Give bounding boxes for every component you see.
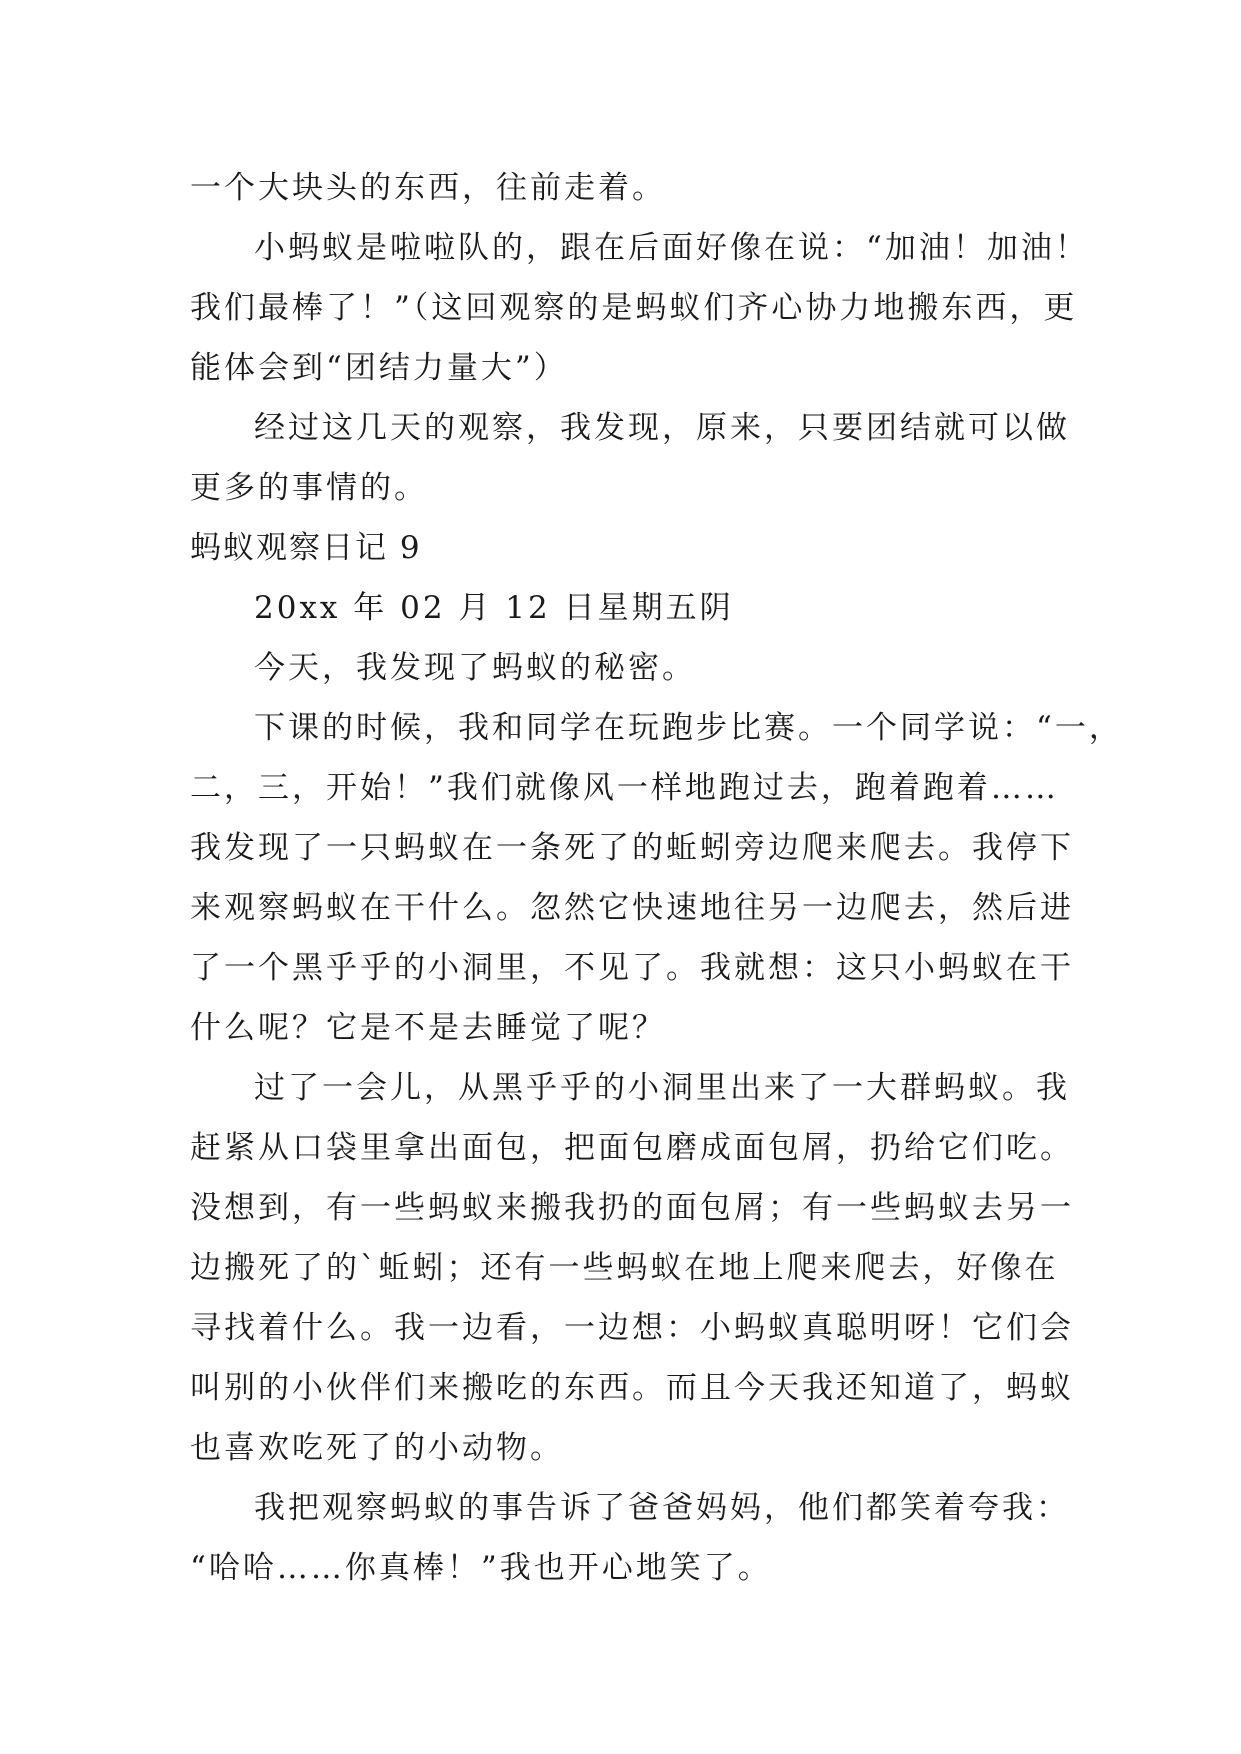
paragraph-line: 我把观察蚂蚁的事告诉了爸爸妈妈，他们都笑着夸我： [254, 1490, 1070, 1526]
paragraph-line: 今天，我发现了蚂蚁的秘密。 [254, 650, 696, 686]
text-line: 叫别的小伙伴们来搬吃的东西。而且今天我还知道了，蚂蚁 [190, 1370, 1074, 1406]
text-line: 边搬死了的`蚯蚓；还有一些蚂蚁在地上爬来爬去，好像在 [190, 1250, 1059, 1286]
text-line: 能体会到“团结力量大”） [190, 350, 568, 386]
text-line: 了一个黑乎乎的小洞里，不见了。我就想：这只小蚂蚁在干 [190, 950, 1074, 986]
text-line: 赶紧从口袋里拿出面包，把面包磨成面包屑，扔给它们吃。 [190, 1130, 1074, 1166]
text-line: 什么呢？它是不是去睡觉了呢？ [190, 1010, 666, 1046]
text-line: 我发现了一只蚂蚁在一条死了的蚯蚓旁边爬来爬去。我停下 [190, 830, 1074, 866]
text-line: 二，三，开始！”我们就像风一样地跑过去，跑着跑着…… [190, 770, 1059, 806]
text-line: 我们最棒了！”（这回观察的是蚂蚁们齐心协力地搬东西，更 [190, 290, 1078, 326]
paragraph-line: 小蚂蚁是啦啦队的，跟在后面好像在说：“加油！加油！ [254, 230, 1089, 266]
diary-date-line: 20xx 年 02 月 12 日星期五阴 [254, 590, 734, 626]
section-heading: 蚂蚁观察日记 9 [190, 530, 422, 566]
paragraph-line: 经过这几天的观察，我发现，原来，只要团结就可以做 [254, 410, 1070, 446]
text-line: “哈哈……你真棒！”我也开心地笑了。 [190, 1550, 772, 1586]
text-line: 寻找着什么。我一边看，一边想：小蚂蚁真聪明呀！它们会 [190, 1310, 1074, 1346]
text-line: 也喜欢吃死了的小动物。 [190, 1430, 564, 1466]
text-line: 一个大块头的东西，往前走着。 [190, 170, 666, 206]
document-body [190, 158, 1123, 1598]
text-line: 没想到，有一些蚂蚁来搬我扔的面包屑；有一些蚂蚁去另一 [190, 1190, 1074, 1226]
paragraph-line: 过了一会儿，从黑乎乎的小洞里出来了一大群蚂蚁。我 [254, 1070, 1070, 1106]
text-line: 来观察蚂蚁在干什么。忽然它快速地往另一边爬去，然后进 [190, 890, 1074, 926]
text-line: 更多的事情的。 [190, 470, 428, 506]
paragraph-line: 下课的时候，我和同学在玩跑步比赛。一个同学说：“一， [254, 710, 1123, 746]
